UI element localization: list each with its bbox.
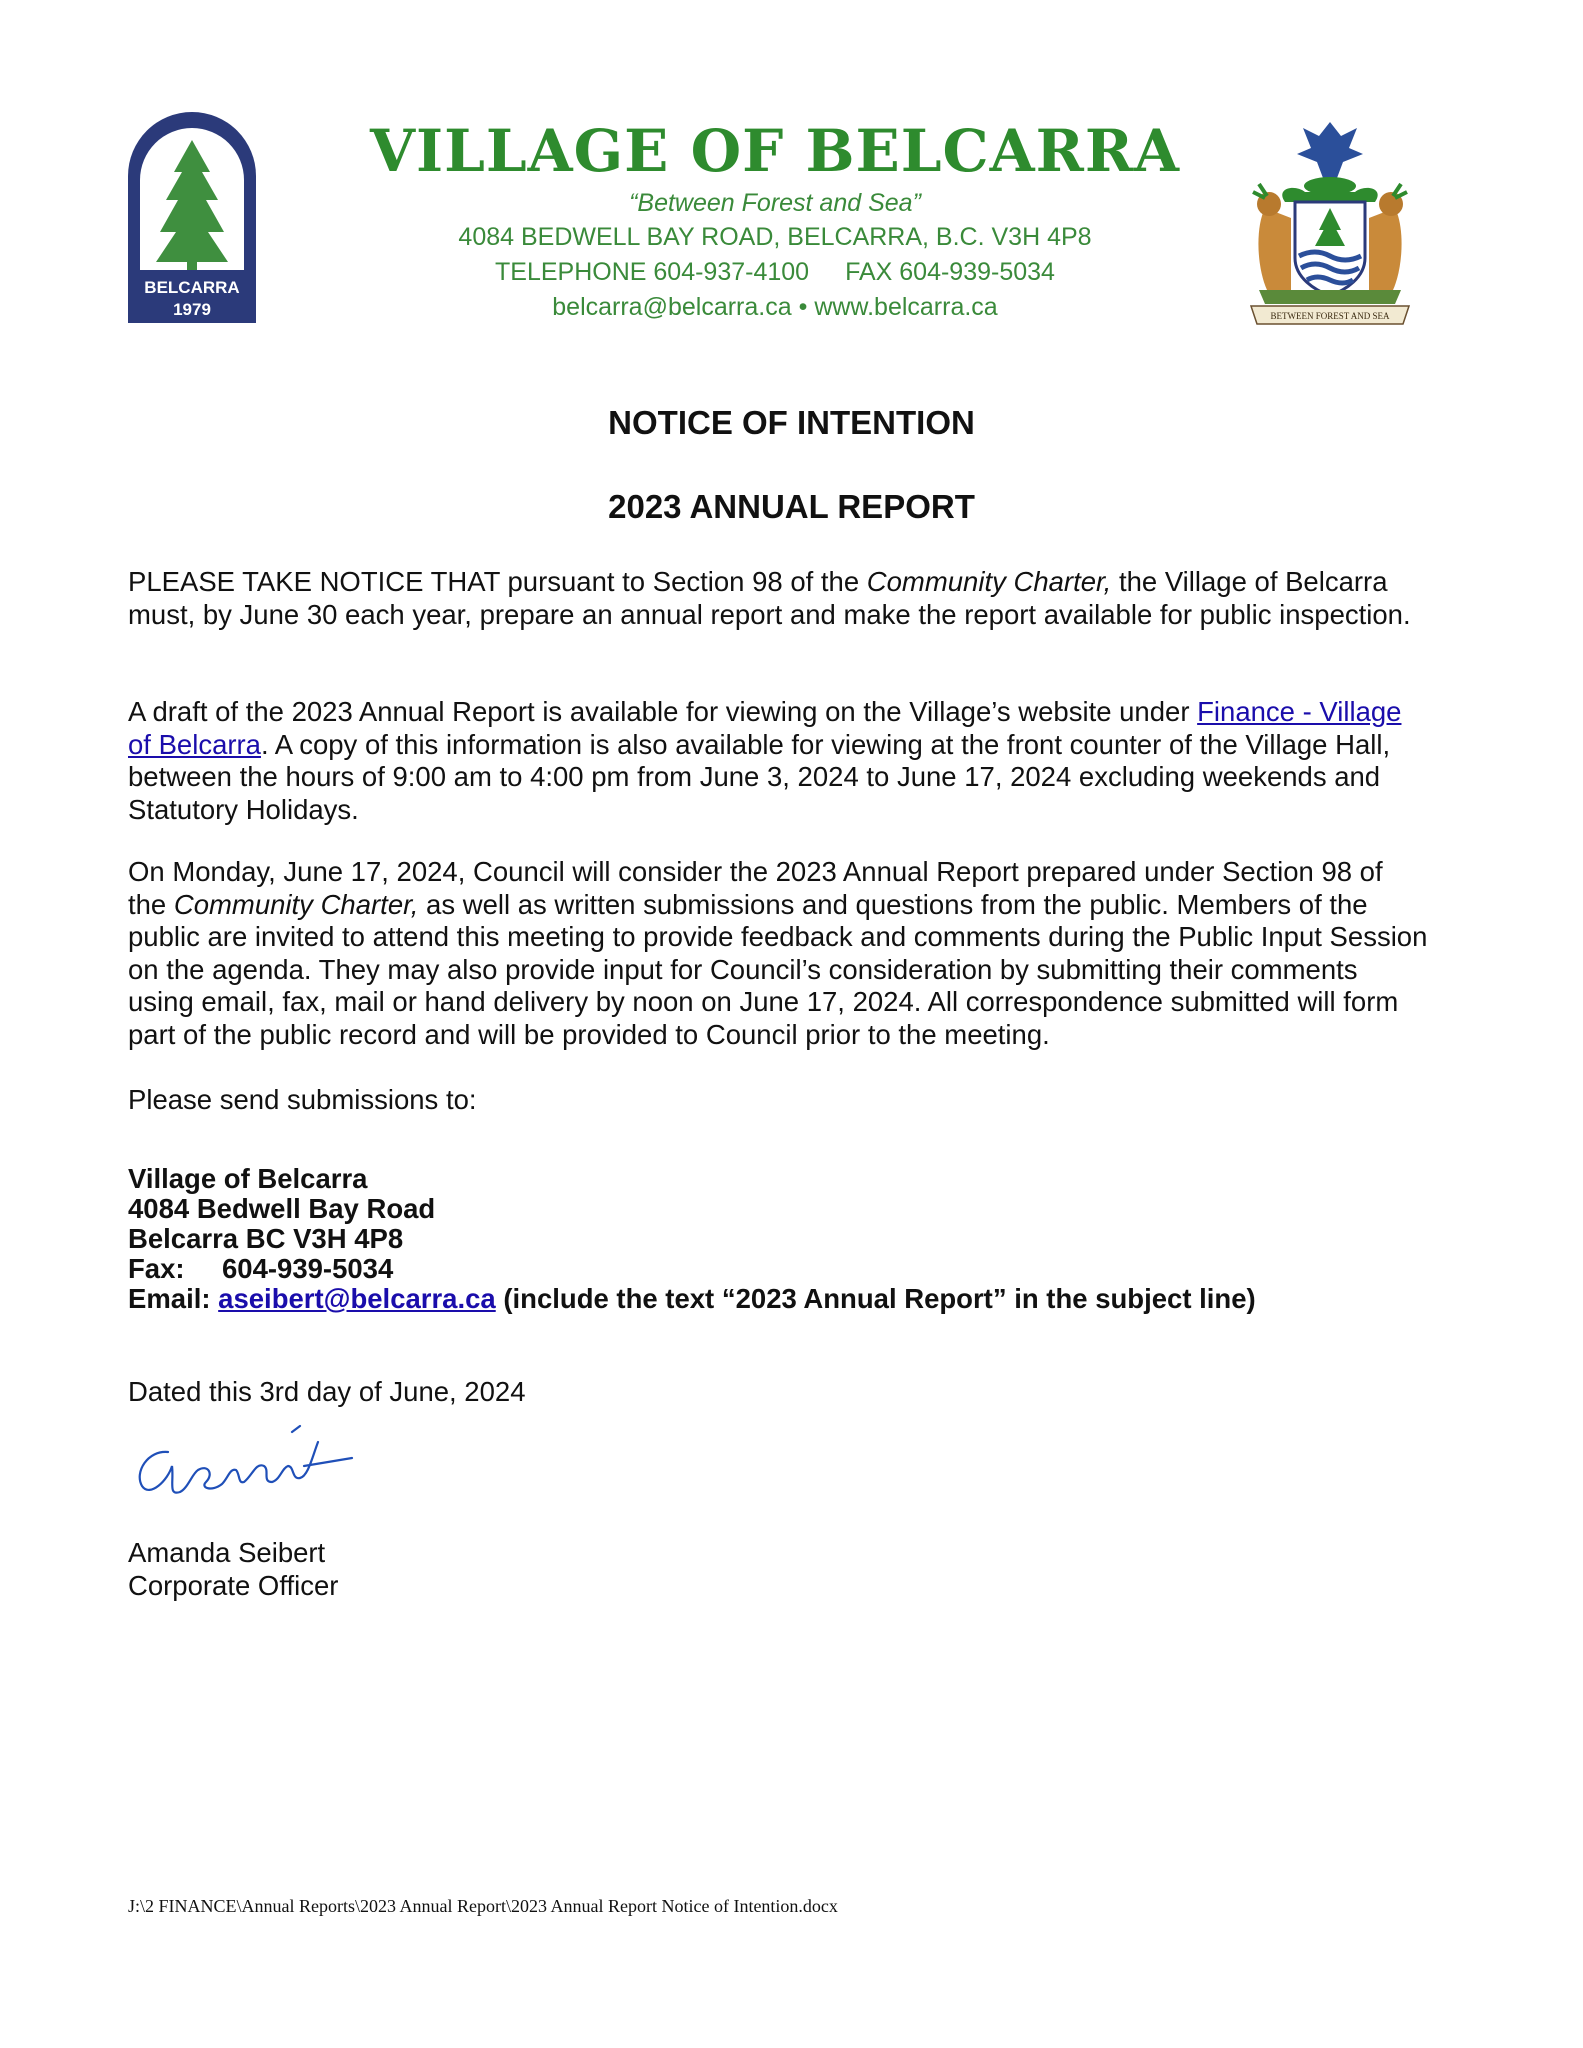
paragraph-send-submissions: Please send submissions to: [128,1084,477,1115]
p3-italic: Community Charter, [173,888,419,920]
village-contact [300,290,1250,325]
submission-address [128,1164,1256,1314]
bullet-separator: • [798,293,808,321]
submission-street: 4084 Bedwell Bay Road [128,1193,436,1224]
signer-title: Corporate Officer [128,1570,339,1601]
coat-of-arms [1245,118,1415,330]
p3-text-start: On Monday, June 17, 2024, Council will consider the 2023 Annual Report prepared under Section 98 of the [128,856,1383,920]
village-phone-fax [300,255,1250,290]
submission-fax: 604-939-5034 [222,1253,394,1284]
signer-block [128,1536,338,1602]
handwritten-signature [128,1422,358,1512]
paragraph-council-meeting [128,856,1428,1051]
village-telephone: TELEPHONE 604-937-4100 [495,258,810,286]
p2-text-end: . A copy of this information is also available for viewing at the front counter of the Village Hall, between the hours of 9:00 am to 4:00 pm from June 3, 2024 to June 17, 2024 excluding weekends and Statutory Holidays. [128,728,1391,825]
village-website: www.belcarra.ca [814,293,998,321]
logo-text-line1: BELCARRA [144,278,240,297]
notice-subtitle: 2023 ANNUAL REPORT [608,488,975,525]
paragraph-community-charter [128,566,1428,631]
village-email: belcarra@belcarra.ca [552,293,792,321]
paragraph-draft-availability [128,696,1428,826]
submission-fax-line [128,1254,1256,1284]
p3-text-end: as well as written submissions and questions from the public. Members of the public are invited to attend this meeting to provide feedback and comments during the Public Input Session on the agenda. They may also provide input for Council’s consideration by submitting their comments using email, fax, mail or hand delivery by noon on June 17, 2024. All correspondence submitted will form part of the public record and will be provided to Council prior to the meeting. [128,888,1428,1050]
village-name: VILLAGE OF BELCARRA [369,117,1181,185]
email-note: (include the text “2023 Annual Report” in the subject line) [495,1283,1256,1314]
logo-text-line2: 1979 [173,300,211,319]
village-motto: “Between Forest and Sea” [629,189,921,217]
p2-text-start: A draft of the 2023 Annual Report is available for viewing on the Village’s website under [128,696,1198,727]
p1-text-start: PLEASE TAKE NOTICE THAT pursuant to Section 98 of the [128,566,867,597]
crest-banner-text: BETWEEN FOREST AND SEA [1270,311,1390,321]
belcarra-logo [124,110,260,327]
village-fax: FAX 604-939-5034 [845,258,1055,286]
letterhead [300,118,1250,325]
submission-email-link[interactable]: aseibert@belcarra.ca [218,1283,496,1314]
signer-name: Amanda Seibert [128,1537,326,1568]
submission-name: Village of Belcarra [128,1163,368,1194]
document-file-path: J:\2 FINANCE\Annual Reports\2023 Annual Report\2023 Annual Report Notice of Intention.docx [128,1896,838,1916]
email-label: Email: [128,1283,211,1314]
dated-line: Dated this 3rd day of June, 2024 [128,1376,526,1407]
fax-label: Fax: [128,1253,185,1284]
p1-text-end: the Village of Belcarra must, by June 30 each year, prepare an annual report and make the report available for public inspection. [128,566,1411,630]
notice-title: NOTICE OF INTENTION [608,404,975,441]
p1-italic: Community Charter, [866,566,1112,597]
submission-city: Belcarra BC V3H 4P8 [128,1223,404,1254]
finance-page-link[interactable]: Finance - Village of Belcarra [128,696,1402,760]
village-address: 4084 BEDWELL BAY ROAD, BELCARRA, B.C. V3H 4P8 [458,223,1092,251]
submission-email-line [128,1284,1256,1314]
eagle-icon [1297,122,1363,178]
